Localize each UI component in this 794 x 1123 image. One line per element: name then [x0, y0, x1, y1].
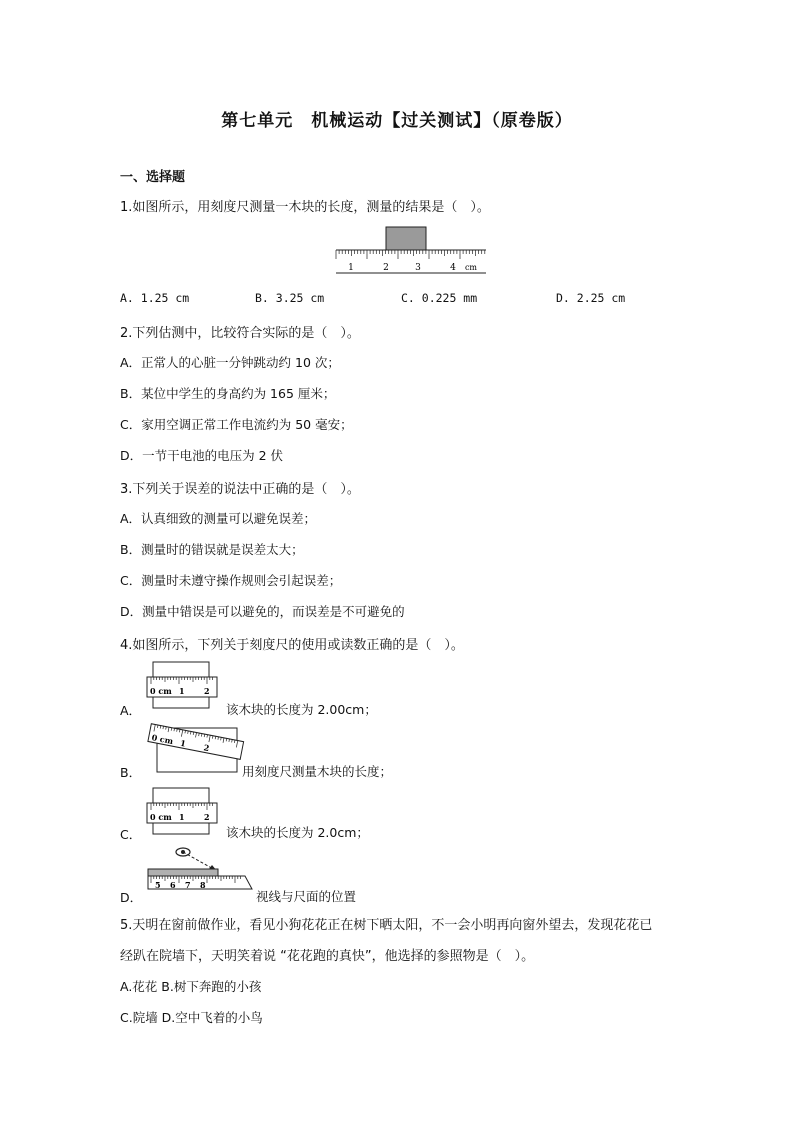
q4-b-ruler-label-2: 2 — [202, 742, 211, 754]
q3-stem: 3.下列关于误差的说法中正确的是（ ）。 — [120, 482, 360, 497]
q1-ruler-label-2: 2 — [383, 263, 389, 273]
q4-d-ruler-label-6: 6 — [170, 880, 176, 890]
q3-option-d: D．测量中错误是可以避免的，而误差是不可避免的 — [120, 604, 405, 619]
q5-stem-line-1: 5.天明在窗前做作业，看见小狗花花正在树下晒太阳，不一会小明再向窗外望去，发现花花已 — [120, 918, 653, 933]
q1-option-d: D. 2.25 cm — [556, 291, 626, 305]
q3-option-c: C．测量时未遵守操作规则会引起误差； — [120, 573, 342, 588]
q4-option-a-text: 该木块的长度为 2.00cm； — [226, 702, 377, 717]
q4-option-a-figure — [145, 660, 219, 712]
q2-option-b: B．某位中学生的身高约为 165 厘米； — [120, 386, 336, 401]
q4-d-wood-block — [148, 869, 218, 876]
q1-ruler-figure — [334, 226, 488, 276]
q1-ruler-label-4: 4 — [450, 263, 456, 273]
q1-ruler-unit: cm — [464, 263, 478, 272]
q2-stem: 2.下列估测中，比较符合实际的是（ ）。 — [120, 326, 360, 341]
q4-option-b-figure — [145, 720, 245, 776]
q4-d-ruler-label-8: 8 — [200, 880, 206, 890]
q4-option-c-figure — [145, 786, 219, 838]
q4-option-d-figure — [145, 843, 255, 895]
q1-wood-block — [386, 227, 426, 250]
q3-option-b: B．测量时的错误就是误差太大； — [120, 542, 304, 557]
q4-option-d-letter: D． — [120, 890, 143, 905]
q4-b-ruler-label-0: 0 cm — [150, 732, 175, 747]
q5-options-line-1: A.花花 B.树下奔跑的小孩 — [120, 979, 262, 994]
q4-b-ruler-label-1: 1 — [179, 737, 187, 749]
q1-option-b: B. 3.25 cm — [255, 291, 325, 305]
q4-option-d-text: 视线与尺面的位置 — [256, 889, 357, 904]
q2-option-c: C．家用空调正常工作电流约为 50 毫安； — [120, 417, 353, 432]
q4-c-ruler-label-2: 2 — [204, 812, 210, 822]
q4-stem: 4.如图所示，下列关于刻度尺的使用或读数正确的是（ ）。 — [120, 638, 464, 653]
section-heading: 一、选择题 — [120, 170, 186, 185]
q4-a-ruler-label-2: 2 — [204, 686, 210, 696]
q4-a-ruler-label-0: 0 cm — [150, 686, 172, 696]
q4-d-ruler-label-7: 7 — [185, 880, 191, 890]
q4-a-ruler-label-1: 1 — [179, 686, 185, 696]
page-title: 第七单元 机械运动【过关测试】（原卷版） — [221, 111, 573, 131]
q4-option-b-letter: B． — [120, 765, 142, 780]
q1-ruler-ticks — [336, 250, 485, 259]
q4-c-ruler-label-0: 0 cm — [150, 812, 172, 822]
q5-options-line-2: C.院墙 D.空中飞着的小鸟 — [120, 1010, 263, 1025]
q1-ruler-label-3: 3 — [415, 263, 421, 273]
q4-b-tilted-ruler — [148, 724, 244, 760]
q4-option-b-text: 用刻度尺测量木块的长度； — [242, 764, 393, 779]
q3-option-a: A．认真细致的测量可以避免误差； — [120, 511, 317, 526]
q2-option-a: A．正常人的心脏一分钟跳动约 10 次； — [120, 355, 340, 370]
q1-stem: 1.如图所示，用刻度尺测量一木块的长度，测量的结果是（ ）。 — [120, 200, 490, 215]
q1-ruler-label-1: 1 — [348, 263, 354, 273]
q4-option-c-text: 该木块的长度为 2.0cm； — [226, 825, 369, 840]
q2-option-d: D．一节干电池的电压为 2 伏 — [120, 448, 284, 463]
q4-option-c-letter: C． — [120, 827, 142, 842]
q1-option-c: C. 0.225 mm — [401, 291, 478, 305]
q4-c-ruler-label-1: 1 — [179, 812, 185, 822]
q5-stem-line-2: 经趴在院墙下，天明笑着说 “花花跑的真快”，他选择的参照物是（ ）。 — [120, 949, 535, 964]
q1-option-a: A. 1.25 cm — [120, 291, 190, 305]
q4-d-ruler-label-5: 5 — [155, 880, 161, 890]
q4-option-a-letter: A． — [120, 703, 142, 718]
